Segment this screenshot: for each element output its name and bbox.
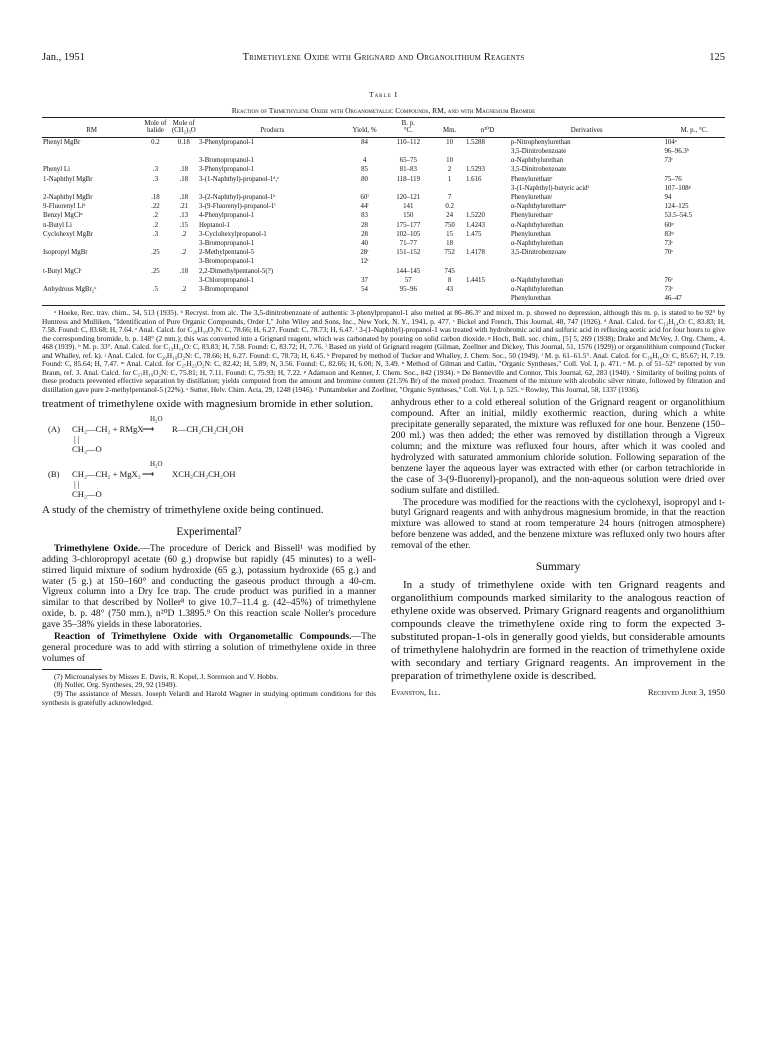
table-cell-halide: .18 — [151, 193, 160, 201]
table-cell-bpc: 141 — [403, 203, 414, 211]
table-cell-bpc: 95–96 — [399, 285, 417, 293]
table-cell-mm: 15 — [446, 230, 454, 238]
table-cell-mp: 53.5–54.5 — [664, 212, 693, 220]
table-cell-rm: 1-Naphthyl MgBr — [43, 175, 93, 183]
table-cell-nd: 1.4243 — [465, 221, 485, 229]
table-cell-bpc: 120–121 — [396, 193, 421, 201]
study-text: A study of the chemistry of trimethylene oxide being continued. — [42, 504, 324, 517]
eq-b-rhs: XCH₂CH₂CH₂OH — [172, 469, 236, 480]
table-cell-product — [198, 184, 347, 193]
table-cell-bpc: 57 — [404, 276, 412, 284]
table-cell-deriv: α-Naphthylurethan — [510, 239, 564, 247]
table-cell-nd — [465, 147, 510, 156]
table-cell-nd — [465, 285, 510, 294]
table-cell-product: 4-Phenylpropanol-1 — [198, 212, 255, 220]
col-nd: n²⁰D — [465, 120, 510, 138]
table-cell-rm: t-Butyl MgClᵗ — [43, 267, 82, 275]
table-cell-product: 3-(2-Naphthyl)-propanol-1ʰ — [198, 193, 276, 201]
table-cell-nd: 1.4178 — [465, 249, 485, 257]
table-cell-halide: .2 — [152, 221, 159, 229]
location: Evanston, Ill. — [391, 686, 441, 697]
table-cell-halide — [141, 147, 169, 156]
table-row — [42, 202, 725, 211]
table-row — [42, 239, 725, 248]
table-cell-mm: 750 — [444, 221, 455, 229]
eq-a-ring: CH₂—O — [72, 444, 102, 455]
table-title: Table I — [368, 90, 399, 99]
summary-text: In a study of trimethylene oxide with ten Grignard reagents and organolithium compounds marked similarity to the analogous reaction of ethylene oxide was observed. Primary Grignard reagents and organolithium compounds cleave the trimethylene oxide ring to form the expected 3-substituted propan-1-ols in generally good yields, but considerable amounts of trimethylene halohydrin are formed in the reaction of trimethylene oxide with secondary and tertiary Grignard reagents. An improvement in the preparation of trimethylene oxide is described. — [391, 578, 725, 682]
procedure-p2: The procedure was modified for the reactions with the cyclohexyl, isopropyl and t-butyl Grignard reagents and with anhydrous magnesium bromide, in that the reaction mixture was allowed to stand at room temperature 24 hours (nitrogen atmosphere) before benzene was added, and the benzene mixture was refluxed only two hours after removal of the ether. — [391, 496, 725, 552]
table-cell-rm — [42, 147, 141, 156]
table-row — [42, 175, 725, 184]
table-cell-deriv: α-Naphthylurethan — [510, 221, 564, 229]
table-cell-mp: 60ᵖ — [664, 221, 674, 229]
table-cell-oxide: 0.18 — [177, 138, 190, 146]
footnote-7: (7) Microanalyses by Misses E. Davis, R. Kopel, J. Sorenson and V. Hobbs. — [54, 671, 279, 681]
table-body — [42, 137, 725, 306]
table-cell-product: Heptanol-1 — [198, 221, 230, 229]
table-cell-oxide: .18 — [179, 193, 189, 201]
table-cell-nd: 1.5220 — [465, 212, 485, 220]
table-cell-mp: 75–76 — [664, 175, 682, 183]
table-cell-mm: 1 — [447, 175, 452, 183]
table-cell-mm — [434, 147, 465, 156]
table-cell-yield — [347, 294, 382, 306]
table-cell-mm — [434, 184, 465, 193]
table-cell-halide: .22 — [151, 203, 160, 211]
table-cell-oxide: .21 — [179, 203, 189, 211]
p1-body: —The procedure of Derick and Bissell¹ was modified by adding 3-chloropropyl acetate (60 g.) dropwise but rapidly (45 minutes) to a well-stirred liquid mixture of sodium hydroxide (65 g.), potassium hydroxide (65 g.) and water (5 g.) at 150–160° and conducting the gaseous product through a 40-cm. Vigreux column into a Dry Ice trap. The crude product was purified in a manner similar to that described by Noller⁸ to give 10.7–11.4 g. (42–45%) of trimethylene oxide, b. p. 48° (750 mm.), n²⁰D 1.3895.⁹ On this reaction scale Noller's procedure gave 35–38% yields in these laboratories. — [42, 542, 376, 631]
table-cell-halide — [141, 184, 169, 193]
table-cell-mp: 83ᵠ — [664, 230, 674, 238]
page-number: 125 — [709, 52, 725, 63]
table-cell-nd — [465, 202, 510, 211]
table-cell-yield: 80 — [361, 175, 368, 183]
table-cell-rm: n-Butyl Li — [43, 221, 72, 229]
table-cell-halide: .3 — [152, 166, 159, 174]
table-cell-halide: .25 — [151, 249, 160, 257]
table-cell-product: 2,2-Dimethylpentanol-5(?) — [198, 267, 274, 275]
table-cell-deriv: Phenylurethan — [510, 230, 551, 238]
eq-a-reagent: H₂O — [150, 415, 163, 424]
table-cell-mm — [434, 294, 465, 306]
table-cell-deriv: 3,5-Dinitrobenzoate — [510, 147, 567, 155]
eq-b-lhs: CH₂—CH₂ + MgX₂ — [72, 469, 141, 480]
table-cell-nd — [465, 184, 510, 193]
header-date: Jan., 1951 — [42, 52, 85, 63]
table-cell-halide — [141, 294, 169, 306]
table-cell-oxide: .18 — [179, 166, 189, 174]
col-mp: M. p., °C. — [663, 120, 725, 138]
table-cell-mp: 94 — [664, 193, 672, 201]
equation-b — [42, 459, 376, 499]
col-mole-halide: Mole of halide — [141, 120, 169, 138]
col-rm: RM — [42, 120, 141, 138]
table-cell-halide: .3 — [152, 175, 159, 183]
table-row — [42, 137, 725, 147]
eq-a-rhs: R—CH₂CH₂CH₂OH — [172, 424, 244, 435]
table-cell-mm: 7 — [447, 193, 452, 201]
table-cell-yield: 28 — [361, 221, 368, 229]
table-cell-product: 3-Chloropropanol-1 — [198, 276, 255, 284]
table-cell-yield: 85 — [361, 166, 368, 174]
intro-text: treatment of trimethylene oxide with magnesium bromide in ether solution. — [42, 398, 374, 411]
table-cell-nd: 1.616 — [465, 175, 482, 183]
table-cell-nd — [465, 257, 510, 266]
table-cell-yield: 83 — [361, 212, 368, 220]
table-cell-nd — [465, 267, 510, 276]
table-cell-bpc: 81–83 — [399, 166, 417, 174]
table-cell-deriv: p-Nitrophenylurethan — [510, 138, 571, 146]
col-yield: Yield, % — [347, 120, 382, 138]
table-cell-mp: 73ᶜ — [664, 239, 674, 247]
p1-run-head: Trimethylene Oxide. — [54, 542, 141, 554]
table-cell-deriv: Phenylurethan — [510, 294, 664, 306]
table-cell-halide — [141, 276, 169, 285]
table-cell-deriv: 3-(1-Naphthyl)-butyric acidᶠ — [510, 184, 590, 192]
table-cell-mm: 43 — [446, 285, 454, 293]
eq-a-arrow: ⟶ — [142, 424, 155, 435]
table-cell-rm: 9-Fluorenyl Liᵏ — [43, 203, 86, 211]
table-cell-oxide: .18 — [179, 267, 189, 275]
table-cell-mp: 124–125 — [664, 203, 689, 211]
table-row — [42, 147, 725, 156]
table-cell-halide: .5 — [152, 285, 159, 293]
table-cell-halide — [141, 156, 169, 165]
table-cell-deriv: α-Naphthylurethanᵐ — [510, 203, 567, 211]
table-cell-rm: Benzyl MgClⁿ — [43, 212, 83, 220]
table-cell-product: 3-(9-Fluorenyl)-propanol-1ˡ — [198, 203, 276, 211]
table-cell-product: 3-Phenylpropanol-1 — [198, 138, 255, 146]
table-cell-mp: 96–96.3ᵇ — [664, 147, 690, 155]
eq-b-reagent: H₂O — [150, 460, 163, 469]
col-mole-oxide: Mole of (CH₂)₃O — [170, 120, 198, 138]
table-cell-bpc — [382, 294, 434, 306]
table-cell-rm — [42, 257, 141, 266]
table-cell-rm: Phenyl MgBr — [43, 138, 81, 146]
table-cell-yield: 12ʳ — [360, 258, 369, 266]
table-cell-halide: .25 — [151, 267, 160, 275]
table-cell-mm: 18 — [446, 239, 454, 247]
table-cell-yield: 60ⁱ — [360, 193, 369, 201]
table-cell-mp: 104ᵃ — [664, 138, 677, 146]
table-cell-yield: 54 — [361, 285, 368, 293]
table-cell-oxide — [170, 184, 198, 193]
table-row — [42, 230, 725, 239]
table-cell-nd: 1.475 — [465, 230, 482, 238]
table-cell-oxide — [170, 147, 198, 156]
table-cell-bpc: 65–75 — [399, 157, 417, 165]
table-cell-mp: 46–47 — [663, 294, 725, 306]
table-cell-mp: 73ᶜ — [664, 285, 674, 293]
col-bp-mm: Mm. — [434, 120, 465, 138]
eq-a-lhs: CH₂—CH₂ + RMgX — [72, 424, 144, 435]
table-cell-halide — [141, 239, 169, 248]
table-cell-bpc: 144–145 — [396, 267, 421, 275]
procedure-p1: anhydrous ether to a cold ethereal solution of the Grignard reagent or organolithium compound. After an initial, mildly exothermic reaction, during which a white precipitate generally separated, the mixture was refluxed for one hour. Benzene (150–200 ml.) was then added; the ether was removed by distillation through a Vigreux column; and the mixture was refluxed four hours, after which it was cooled and hydrolyzed with saturated ammonium chloride solution. Following separation of the benzene layer the aqueous layer was extracted with ether (or carbon tetrachloride in the case of 3-(9-fluorenyl)-propanol), and the non-aqueous solution were dried over sodium sulfate and distilled. — [391, 397, 725, 496]
table-cell-mp — [663, 165, 725, 174]
table-cell-product — [198, 294, 347, 306]
table-cell-mm: 8 — [447, 276, 452, 284]
left-column — [42, 398, 376, 707]
table-cell-mp: 107–108ᵍ — [664, 184, 691, 192]
right-column — [391, 398, 725, 700]
table-cell-mm: 10 — [446, 138, 454, 146]
table-cell-nd — [465, 156, 510, 165]
table-cell-rm — [42, 184, 141, 193]
table-cell-product: 3-Bromopropanol-1 — [198, 157, 255, 165]
table-cell-yield: 40 — [361, 239, 368, 247]
table-cell-rm: Phenyl Li — [43, 166, 70, 174]
table-cell-halide — [141, 257, 169, 266]
table-row — [42, 193, 725, 202]
table-cell-deriv: 3,5-Dinitrobenzoate — [510, 249, 567, 257]
experimental-heading: Experimental⁷ — [176, 525, 242, 538]
table-row — [42, 211, 725, 220]
table-cell-mp: 76ᶜ — [664, 276, 674, 284]
table-row — [42, 267, 725, 276]
table-cell-oxide: .2 — [181, 285, 187, 293]
table-cell-oxide: .18 — [179, 175, 189, 183]
table-cell-yield: 4 — [362, 157, 367, 165]
table-cell-deriv — [510, 257, 664, 266]
table-cell-nd: 1.5293 — [465, 166, 485, 174]
equation-a — [42, 414, 376, 454]
table-cell-yield: 28 — [361, 230, 368, 238]
table-cell-yield — [347, 147, 382, 156]
table-cell-oxide — [170, 156, 198, 165]
signature-line — [391, 687, 725, 700]
table-row — [42, 156, 725, 165]
table-cell-mm: 0.2 — [445, 203, 454, 211]
table-cell-deriv: Phenylurethanᵉ — [510, 175, 553, 183]
table-cell-mm: 24 — [446, 212, 454, 220]
table-cell-mp — [663, 267, 725, 276]
table-cell-bpc: 71–77 — [399, 239, 417, 247]
table-row — [42, 276, 725, 285]
table-cell-yield — [347, 267, 382, 276]
p2-run-head: Reaction of Trimethylene Oxide with Organometallic Compounds. — [54, 631, 352, 643]
experimental-p2 — [42, 632, 376, 665]
table-footnotes: ᵃ Hoeke, Rec. trav. chim., 54, 513 (1935). ᵇ Recryst. from alc. The 3,5-dinitrobenzoate of authentic 3-phenylpropanol-1 also melted at 86–86.3° and mixed m. p. showed no depression, although this m. p. is stated to be 92° by Huntress and Mulliken, "Identification of Pure Organic Compounds, Order I," John Wiley and Sons, Inc., New York, N. Y., 1941, p. 477. ᶜ Bickel and French, This Journal, 48, 747 (1926). ᵈ Anal. Calcd. for C₁₃H₁₄O: C, 83.83; H, 7.58. Found: C, 83.68; H, 7.64. ᵉ Anal. Calcd. for C₂₀H₁₉O₂N: C, 78.66; H, 6.27. Found: C, 78.73; H, 6.47. ᶠ 3-(1-Naphthyl)-propanol-1 was treated with hydrobromic acid and sulfuric acid in refluxing acetic acid for four hours to give the corresponding bromide, b. p. 148° (2 mm.); this was converted into a Grignard reagent, which was carbonated by pouring on solid carbon dioxide. ᵍ Hoch, Bull. soc. chim., [5] 5, 269 (1938); Drake and McVey, J. Org. Chem., 4, 468 (1939). ʰ M. p. 33°. Anal. Calcd. for C₁₃H₁₄O: C, 83.83; H, 7.58. Found: C, 83.72; H, 7.76. ⁱ Based on yield of Grignard reagent (Gilman, Zoellner and Dickey, This Journal, 51, 1576 (1929)) or organolithium compound (Tucker and Whalley, ref. k). ʲ Anal. Calcd. for C₂₀H₁₉O₂N: C, 78.66; H, 6.27. Found: C, 78.73; H, 6.45. ᵏ Prepared by method of Tucker and Whalley, J. Chem. Soc., 50 (1949). ˡ M. p. 61–61.5°. Anal. Calcd. for C₁₆H₁₆O: C, 85.67; H, 7.19. Found: C, 85.64; H, 7.47. ᵐ Anal. Calcd. for C₂₇H₂₃O₂N: C, 82.42; H, 5.89; N, 3.56. Found: C, 82.66; H, 6.00; N, 3.49. ⁿ Method of Gilman and Catlin, "Organic Syntheses," Coll. Vol. I, p. 471. ᵒ M. p. of 51–52° reported by von Braun, ref. 3. Anal. Calcd. for C₁₇H₁₉O₂N: C, 75.81; H, 7.11. Found: C, 75.93; H, 7.22. ᵖ Adamson and Kenner, J. Chem. Soc., 842 (1934). ᵠ De Benneville and Connor, This Journal, 62, 283 (1940). ʳ Similarity of boiling points of these products prevented effective separation by distillation; yields computed from the amount and bromine content (21.5% Br) of the mixed product. Treatment of the mixture with alcoholic silver nitrate, followed by filtration and distillation gave pure 2-methylpentanol-5 (22%). ˢ Sutter, Helv. Chim. Acta, 29, 1248 (1946). ᵗ Puntambeker and Zoellner, "Organic Syntheses," Coll. Vol. I, p. 525. ᵘ Rowley, This Journal, 58, 1337 (1936). — [42, 308, 725, 394]
eq-b-ring: CH₂—O — [72, 489, 102, 500]
table-row — [42, 221, 725, 230]
eq-b-label: (B) — [48, 469, 60, 480]
received-date: Received June 3, 1950 — [647, 686, 725, 697]
header-title: Trimethylene Oxide with Grignard and Organolithium Reagents — [242, 52, 525, 63]
eq-a-label: (A) — [48, 424, 60, 435]
table-cell-mp — [663, 257, 725, 266]
table-cell-nd — [465, 193, 510, 202]
footnote-9: (9) The assistance of Messrs. Joseph Velardi and Harold Wagner in studying optimum conditions for this synthesis is gratefully acknowledged. — [42, 689, 376, 707]
summary-heading: Summary — [535, 561, 581, 574]
table-cell-bpc: 150 — [403, 212, 414, 220]
table-row — [42, 257, 725, 266]
table-cell-product: 3-Cyclohexylpropanol-1 — [198, 230, 267, 238]
table-cell-rm — [42, 294, 141, 306]
table-row — [42, 184, 725, 193]
table-cell-product: 3-Bromopropanol — [198, 285, 249, 293]
table-cell-mm: 2 — [447, 166, 452, 174]
table-cell-product: 3-Phenylpropanol-1 — [198, 166, 255, 174]
table-cell-yield — [347, 184, 382, 193]
table-cell-bpc — [382, 184, 434, 193]
table-cell-bpc: 175–177 — [396, 221, 421, 229]
table-cell-bpc — [382, 257, 434, 266]
table-cell-yield: 28ʳ — [360, 249, 369, 257]
eq-a-bond: | | — [74, 434, 80, 445]
table-cell-product: 3-Bromopropanol-1 — [198, 258, 255, 266]
bp-c-label: °C. — [403, 127, 413, 135]
table-cell-nd — [465, 239, 510, 248]
p2-body: —The general procedure was to add with stirring a solution of trimethylene oxide in three volumes of — [42, 631, 376, 664]
table-cell-mp: 73ᶜ — [664, 157, 674, 165]
table-cell-deriv: α-Naphthylurethan — [510, 285, 564, 293]
table-caption: Reaction of Trimethylene Oxide with Organometallic Compounds, RM, and with Magnesium Bromide — [231, 106, 536, 115]
table-cell-deriv: α-Naphthylurethan — [510, 276, 564, 284]
table-cell-yield: 37 — [361, 276, 368, 284]
table-cell-yield: 84 — [361, 138, 368, 146]
table-cell-halide: .3 — [152, 230, 159, 238]
table-row — [42, 248, 725, 257]
eq-b-arrow: ⟶ — [142, 469, 155, 480]
table-cell-bpc: 151–152 — [396, 249, 421, 257]
table-cell-halide: .2 — [152, 212, 159, 220]
table-cell-deriv: 3,5-Dinitrobenzoate — [510, 166, 567, 174]
table-cell-deriv — [510, 267, 664, 276]
journal-page — [42, 52, 725, 1032]
table-cell-mm — [434, 257, 465, 266]
table-cell-rm: Cyclohexyl MgBr — [43, 230, 93, 238]
table-cell-yield: 44ˡ — [360, 203, 369, 211]
table-cell-mm: 10 — [446, 157, 454, 165]
col-products: Products — [198, 120, 347, 138]
table-cell-bpc: 102–105 — [396, 230, 421, 238]
table-cell-nd — [465, 294, 510, 306]
col-derivatives: Derivatives — [510, 120, 664, 138]
results-table — [42, 117, 725, 306]
table-cell-rm: Anhydrous MgBr₂ᵘ — [43, 285, 97, 293]
footnote-rule — [42, 669, 102, 670]
table-cell-deriv: Phenylurethanʲ — [510, 193, 552, 201]
experimental-p1 — [42, 544, 376, 631]
table-cell-rm — [42, 276, 141, 285]
table-cell-mm: 745 — [444, 267, 455, 275]
table-cell-bpc: 110–112 — [396, 138, 421, 146]
table-cell-nd: 1.4415 — [465, 276, 485, 284]
table-cell-bpc — [382, 147, 434, 156]
table-cell-mp: 70ˢ — [664, 249, 673, 257]
table-cell-deriv: α-Naphthylurethan — [510, 157, 564, 165]
table-cell-oxide — [170, 239, 198, 248]
table-cell-oxide: .2 — [181, 230, 187, 238]
table-cell-mm: 752 — [444, 249, 455, 257]
table-cell-rm: 2-Naphthyl MgBr — [43, 193, 93, 201]
eq-b-bond: | | — [74, 479, 80, 490]
table-cell-oxide: .15 — [179, 221, 189, 229]
table-cell-product: 3-Bromopropanol-1 — [198, 239, 255, 247]
table-cell-product — [198, 147, 347, 156]
footnote-8: (8) Noller, Org. Syntheses, 29, 92 (1949). — [54, 680, 177, 690]
table-row — [42, 285, 725, 294]
table-cell-oxide — [170, 276, 198, 285]
table-cell-oxide — [170, 257, 198, 266]
table-cell-nd: 1.5288 — [465, 138, 485, 146]
table-cell-halide: 0.2 — [151, 138, 160, 146]
table-cell-deriv: Phenylurethanᵒ — [510, 212, 553, 220]
table-cell-oxide — [170, 294, 198, 306]
col-bp-c — [382, 120, 434, 138]
table-cell-product: 2-Methylpentanol-5 — [198, 249, 255, 257]
bp-label: B. p. — [401, 119, 415, 127]
running-head — [42, 52, 725, 68]
table-cell-oxide: .13 — [179, 212, 189, 220]
table-cell-rm — [42, 156, 141, 165]
table-cell-bpc: 118–119 — [396, 175, 421, 183]
table-row — [42, 294, 725, 306]
table-cell-rm: Isopropyl MgBr — [43, 249, 88, 257]
table-cell-product: 3-(1-Naphthyl)-propanol-1ᵈ,ᵉ — [198, 175, 279, 183]
table-cell-rm — [42, 239, 141, 248]
table-cell-oxide: .2 — [181, 249, 187, 257]
table-row — [42, 165, 725, 174]
